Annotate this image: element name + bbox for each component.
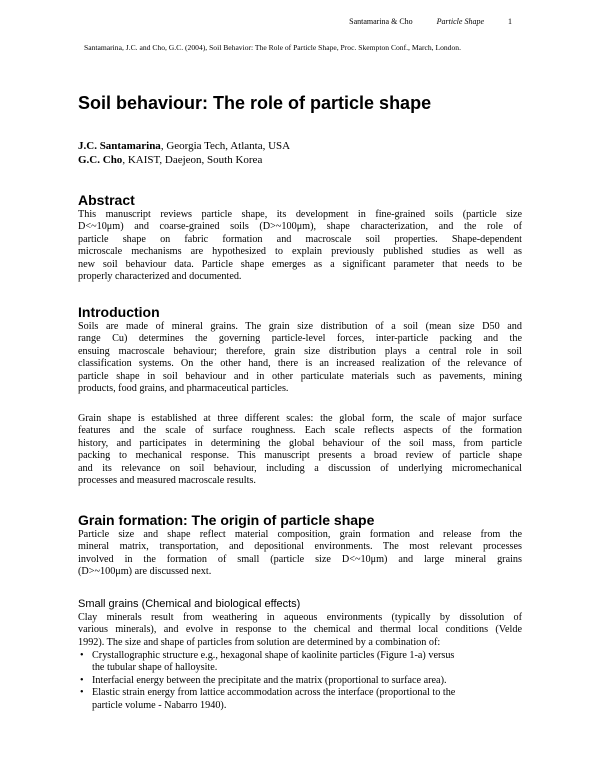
introduction-line: products, food grains, and pharmaceutical particles. (78, 383, 289, 395)
introduction-line: Soils are made of mineral grains. The grain size distribution of a soil (mean size D50 and (78, 321, 522, 332)
introduction-line: particle shape in soil behaviour and in other particulate materials such as pavements, mining (78, 370, 522, 382)
list-item-line: • Interfacial energy between the precipitate and the matrix (proportional to surface area). (92, 674, 447, 686)
small-grains-line: Clay minerals result from weathering in aqueous environments (typically by dissolution of (78, 612, 522, 623)
page-number: 1 (508, 17, 512, 26)
grain-formation-heading: Grain formation: The origin of particle shape (78, 512, 375, 528)
abstract-line: microscale mechanisms are hypothesized to explain previously published studies as well as (78, 246, 522, 258)
list-item-line: particle volume - Nabarro 1940). (92, 699, 227, 711)
list-item (78, 687, 522, 712)
introduction-line: features and the scale of surface roughness. Each scale reflects aspects of the formation (78, 425, 522, 437)
author-2 (78, 153, 290, 167)
grain-formation-line: involved in the formation of small (particle size D<~10μm) and large mineral grains (78, 553, 522, 565)
author-2-affiliation: , KAIST, Daejeon, South Korea (122, 154, 263, 166)
bullet-list (78, 650, 522, 712)
abstract-line: properly characterized and documented. (78, 271, 242, 283)
small-grains-line: various minerals), and evolve in response to the chemical and thermal local conditions (Velde (78, 624, 522, 636)
introduction-paragraph-1 (78, 321, 522, 395)
abstract-line: This manuscript reviews particle shape, its development in fine-grained soils (particle size (78, 209, 522, 220)
list-item-line: • Elastic strain energy from lattice accommodation across the interface (proportional to the (92, 687, 456, 699)
introduction-line: range Cu) determines the governing particle-level forces, inter-particle packing and the (78, 333, 522, 345)
abstract-line: new soil behaviour data. Particle shape emerges as a significant parameter that needs to be (78, 258, 522, 270)
author-1-name: J.C. Santamarina (78, 140, 161, 152)
abstract-heading: Abstract (78, 192, 135, 208)
abstract-line: particle shape on fabric formation and macroscale soil properties. Shape-dependent (78, 233, 522, 245)
introduction-line: packing to mechanical response. This manuscript presents a broad review of particle shape (78, 450, 522, 462)
list-item-line: the tubular shape of halloysite. (92, 662, 218, 674)
grain-formation-line: Particle size and shape reflect material composition, grain formation and release from the (78, 529, 522, 540)
author-1-affiliation: , Georgia Tech, Atlanta, USA (160, 140, 291, 152)
author-list (78, 139, 290, 167)
grain-formation-line: mineral matrix, transportation, and depositional environments. The most relevant processes (78, 541, 522, 553)
grain-formation-paragraph (78, 529, 522, 579)
introduction-line: Grain shape is established at three different scales: the global form, the scale of major surface (78, 413, 522, 424)
citation: Santamarina, J.C. and Cho, G.C. (2004), Soil Behavior: The Role of Particle Shape, Proc. Skempton Conf., March, London. (84, 43, 461, 52)
running-header-title: Particle Shape (436, 17, 484, 26)
running-header (327, 17, 512, 26)
small-grains-line: 1992). The size and shape of particles from solution are determined by a combination of: (78, 636, 441, 648)
author-2-name: G.C. Cho (78, 154, 123, 166)
introduction-paragraph-2 (78, 413, 522, 487)
grain-formation-line: (D>~100μm) are discussed next. (78, 566, 212, 578)
small-grains-heading: Small grains (Chemical and biological effects) (78, 598, 301, 610)
small-grains-paragraph (78, 612, 522, 649)
introduction-line: and its relevance on soil behaviour, including a discussion of underlying micromechanical (78, 462, 522, 474)
list-item-line: • Crystallographic structure e.g., hexagonal shape of kaolinite particles (Figure 1-a) versus (92, 650, 455, 661)
abstract-paragraph (78, 209, 522, 283)
list-item (78, 650, 522, 675)
introduction-line: ensuing macroscale behaviour; therefore, grain size distribution plays a central role in soil (78, 345, 522, 357)
introduction-line: processes and measured macroscale results. (78, 475, 256, 487)
introduction-line: classification systems. On the other hand, there is an increased realization of the relevance of (78, 358, 522, 370)
running-header-authors: Santamarina & Cho (349, 17, 413, 26)
author-1 (78, 139, 290, 153)
list-item (78, 675, 522, 687)
abstract-line: D<~10μm) and coarse-grained soils (D>~100μm), shape characterization, and the role of (78, 221, 522, 233)
introduction-line: history, and participates in determining the global behaviour of the soil mass, from particle (78, 437, 522, 449)
introduction-heading: Introduction (78, 304, 160, 320)
paper-title: Soil behaviour: The role of particle shape (78, 93, 432, 113)
